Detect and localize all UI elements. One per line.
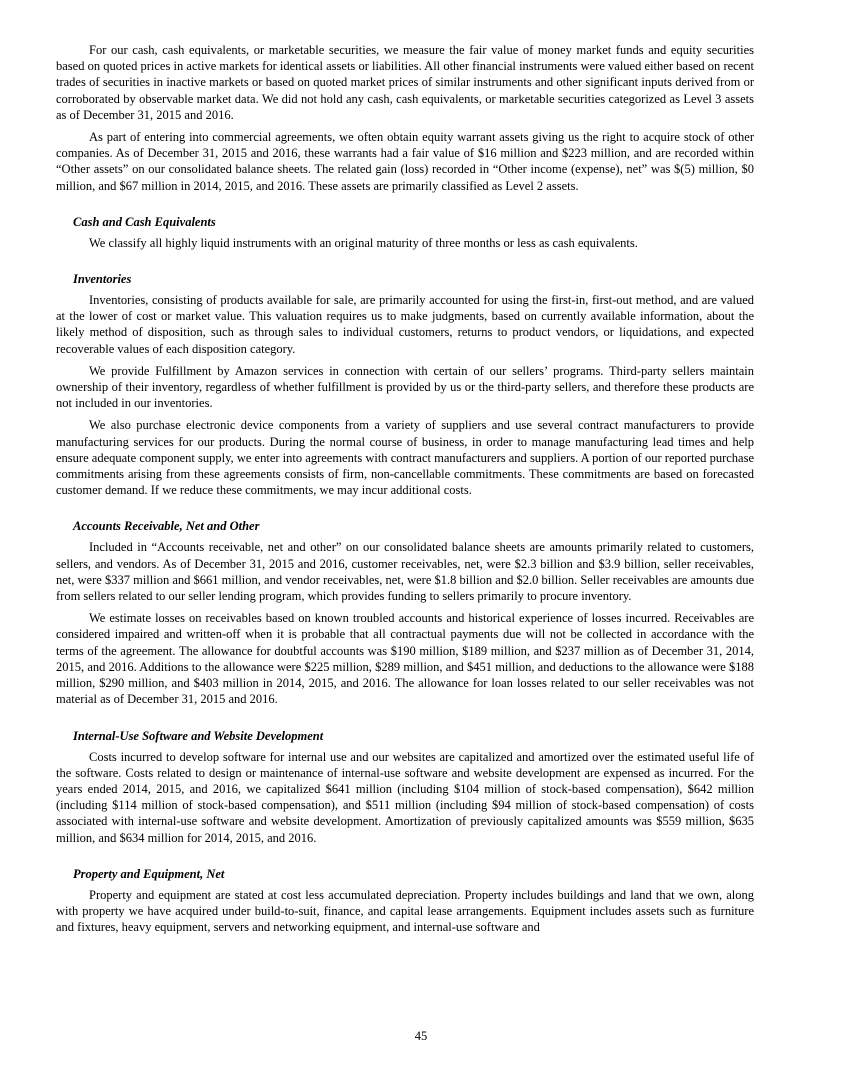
paragraph-equity-warrants: As part of entering into commercial agreements, we often obtain equity warrant assets giving us the right to acquire stock of other companies. As of December 31, 2015 and 2016, these warrants had a fair value of $16 million and $223 million, and are recorded within “Other assets” on our consolidated balance sheets. The related gain (loss) recorded in “Other income (expense), net” was $(5) million, $0 million, and $67 million in 2014, 2015, and 2016. These assets are primarily classified as Level 2 assets.	[56, 130, 754, 193]
heading-inventories: Inventories	[73, 272, 132, 287]
heading-cash-equivalents: Cash and Cash Equivalents	[73, 214, 216, 229]
paragraph-inventories-valuation: Inventories, consisting of products available for sale, are primarily accounted for using the first-in, first-out method, and are valued at the lower of cost or market value. This valuation requires us to make judgments, based on currently available information, about the likely method of disposition, such as through sales to individual customers, returns to product vendors, or liquidations, and expected recoverable values of each disposition category.	[56, 293, 754, 356]
heading-accounts-receivable: Accounts Receivable, Net and Other	[73, 519, 260, 534]
paragraph-fair-value: For our cash, cash equivalents, or marketable securities, we measure the fair value of money market funds and equity securities based on quoted prices in active markets for identical assets or liabilities. All other financial instruments were valued either based on recent trades of securities in inactive markets or based on quoted market prices of similar instruments and other significant inputs derived from or corroborated by observable market data. We did not hold any cash, cash equivalents, or marketable securities categorized as Level 3 assets as of December 31, 2015 and 2016.	[56, 43, 754, 122]
heading-property-equipment: Property and Equipment, Net	[73, 866, 225, 881]
paragraph-receivable-losses: We estimate losses on receivables based on known troubled accounts and historical experience of losses incurred. Receivables are considered impaired and written-off when it is probable that all contractual payments due will not be collected in accordance with the terms of the agreement. The allowance for doubtful accounts was $190 million, $189 million, and $237 million as of December 31, 2014, 2015, and 2016. Additions to the allowance were $225 million, $289 million, and $451 million, and deductions to the allowance were $188 million, $290 million, and $403 million in 2014, 2015, and 2016. The allowance for loan losses related to our seller receivables was not material as of December 31, 2015 and 2016.	[56, 611, 754, 707]
paragraph-property-equipment: Property and equipment are stated at cost less accumulated depreciation. Property includes buildings and land that we own, along with property we have acquired under build-to-suit, finance, and capital lease arrangements. Equipment includes assets such as furniture and fixtures, heavy equipment, servers and networking equipment, and internal-use software and	[56, 887, 754, 935]
paragraph-software-costs: Costs incurred to develop software for internal use and our websites are capitalized and amortized over the estimated useful life of the software. Costs related to design or maintenance of internal-use software and website development are expensed as incurred. For the years ended 2014, 2015, and 2016, we capitalized $641 million (including $104 million of stock-based compensation), $642 million (including $114 million of stock-based compensation), and $511 million (including $94 million of stock-based compensation) of costs associated with internal-use software and website development. Amortization of previously capitalized amounts was $559 million, $635 million, and $634 million for 2014, 2015, and 2016.	[56, 749, 754, 845]
paragraph-cash-equivalents: We classify all highly liquid instruments with an original maturity of three months or less as cash equivalents.	[89, 235, 638, 250]
paragraph-fulfillment: We provide Fulfillment by Amazon services in connection with certain of our sellers’ programs. Third-party sellers maintain ownership of their inventory, regardless of whether fulfillment is provided by us or the third-party sellers, and therefore these products are not included in our inventories.	[56, 363, 754, 411]
paragraph-receivables: Included in “Accounts receivable, net and other” on our consolidated balance sheets are amounts primarily related to customers, sellers, and vendors. As of December 31, 2015 and 2016, customer receivables, net, were $2.3 billion and $3.9 billion, seller receivables, net, were $337 million and $661 million, and vendor receivables, net, were $1.8 billion and $2.0 billion. Seller receivables are amounts due from sellers related to our seller lending program, which provides funding to sellers primarily to procure inventory.	[56, 540, 754, 604]
heading-internal-use-software: Internal-Use Software and Website Development	[73, 728, 324, 743]
paragraph-purchase-commitments: We also purchase electronic device components from a variety of suppliers and use several contract manufacturers to provide manufacturing services for our products. During the normal course of business, in order to manage manufacturing lead times and help ensure adequate component supply, we enter into agreements with contract manufacturers and suppliers. A portion of our reported purchase commitments arising from these agreements consists of firm, non-cancellable commitments. These commitments are based on forecasted customer demand. If we reduce these commitments, we may incur additional costs.	[56, 418, 754, 498]
page-number: 45	[414, 1029, 428, 1043]
